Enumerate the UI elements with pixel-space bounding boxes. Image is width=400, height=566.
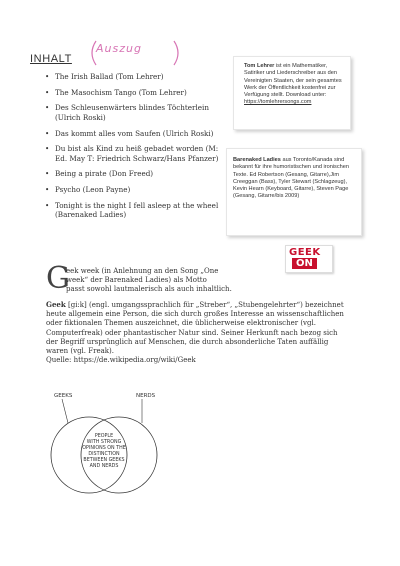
venn-center-line: PEOPLE bbox=[94, 434, 114, 439]
venn-center-line: OPINIONS ON THE bbox=[82, 446, 126, 451]
definition-term: Geek bbox=[46, 300, 66, 309]
list-item: • The Irish Ballad (Tom Lehrer) bbox=[45, 72, 225, 82]
handwritten-annotation-text: Auszug bbox=[96, 42, 142, 55]
section-heading: INHALT bbox=[30, 53, 72, 65]
card-text: ist ein Mathematiker, Satiriker und Liederschreiber aus den Vereinigten Staaten, der sein gesamtes Werk der Öffentlichkeit kostenfrei zur Verfügung stellt. bbox=[244, 63, 342, 99]
intro-line: eek week (in Anlehnung an den Song „One bbox=[66, 267, 219, 275]
geek-on-logo bbox=[285, 245, 333, 273]
list-item: • The Masochism Tango (Tom Lehrer) bbox=[45, 88, 225, 98]
intro-line: passt sowohl lautmalerisch als auch inhaltlich. bbox=[66, 284, 232, 293]
intro-line: week“ der Barenaked Ladies) als Motto bbox=[66, 275, 207, 284]
list-item: • Des Schleusenwärters blindes Töchterlein (Ulrich Roski) bbox=[45, 103, 225, 122]
venn-center-line: DISTINCTION bbox=[88, 452, 120, 457]
card-name: Tom Lehrer bbox=[244, 63, 275, 69]
card-name: Barenaked Ladies bbox=[233, 157, 281, 163]
drop-cap: G bbox=[46, 261, 70, 296]
website-link[interactable]: https://tomlehrersongs.com bbox=[244, 99, 312, 106]
card-text: aus Toronto/Kanada sind bekannt für ihre humoristischen und ironischen Texte. Ed Robertson (Gesang, Gitarre),Jim Creeggan (Bass), Tyler Stewart (Schlagzeug), Kevin Hearn (Keyboard, Gitarre), Steven Page (Gesang, Gitarre/bis 2009) bbox=[233, 157, 349, 200]
list-item: • Being a pirate (Don Freed) bbox=[45, 169, 225, 179]
list-item: • Du bist als Kind zu heiß gebadet worden (M: Ed. May T: Friedrich Schwarz/Hans Pfanzer) bbox=[45, 144, 225, 163]
definition-text: [gi:k] (engl. umgangssprachlich für „Streber“, „Stubengelehrter“) bezeichnet heute allgemein eine Person, die sich durch großes Interesse an wissenschaftlichen oder fiktionalen Themen auszeichnet, die üblicherweise elektronischer (vgl. Computerfreak) oder phantastischer Natur sind. Seiner Herkunft nach bezog sich der Begriff ursprünglich auf Menschen, die durch absonderliche Taten auffällig waren (vgl. Freak). bbox=[46, 301, 344, 356]
logo-line-1: GEEK bbox=[289, 247, 321, 258]
geeks-pointer bbox=[62, 399, 68, 423]
intro-paragraph bbox=[66, 267, 266, 293]
venn-center-line: AND NERDS bbox=[89, 464, 119, 469]
download-label: Download unter: bbox=[285, 92, 327, 99]
venn-center-line: WITH STRONG bbox=[86, 440, 122, 445]
list-item: • Das kommt alles vom Saufen (Ulrich Roski) bbox=[45, 129, 225, 139]
source-citation: Quelle: https://de.wikipedia.org/wiki/Geek bbox=[46, 356, 196, 365]
info-card-barenaked-ladies bbox=[226, 148, 362, 236]
list-item: • Psycho (Leon Payne) bbox=[45, 185, 225, 195]
song-list bbox=[45, 72, 225, 226]
venn-center-line: BETWEEN GEEKS bbox=[83, 458, 125, 463]
logo-line-2: ON bbox=[292, 258, 317, 269]
definition-paragraph bbox=[46, 300, 346, 365]
geeks-nerds-venn-diagram bbox=[46, 385, 158, 515]
nerds-label: NERDS bbox=[136, 393, 156, 399]
list-item: • Tonight is the night I fell asleep at the wheel (Barenaked Ladies) bbox=[45, 201, 225, 220]
geeks-label: GEEKS bbox=[54, 393, 73, 399]
info-card-tom-lehrer bbox=[233, 56, 351, 130]
